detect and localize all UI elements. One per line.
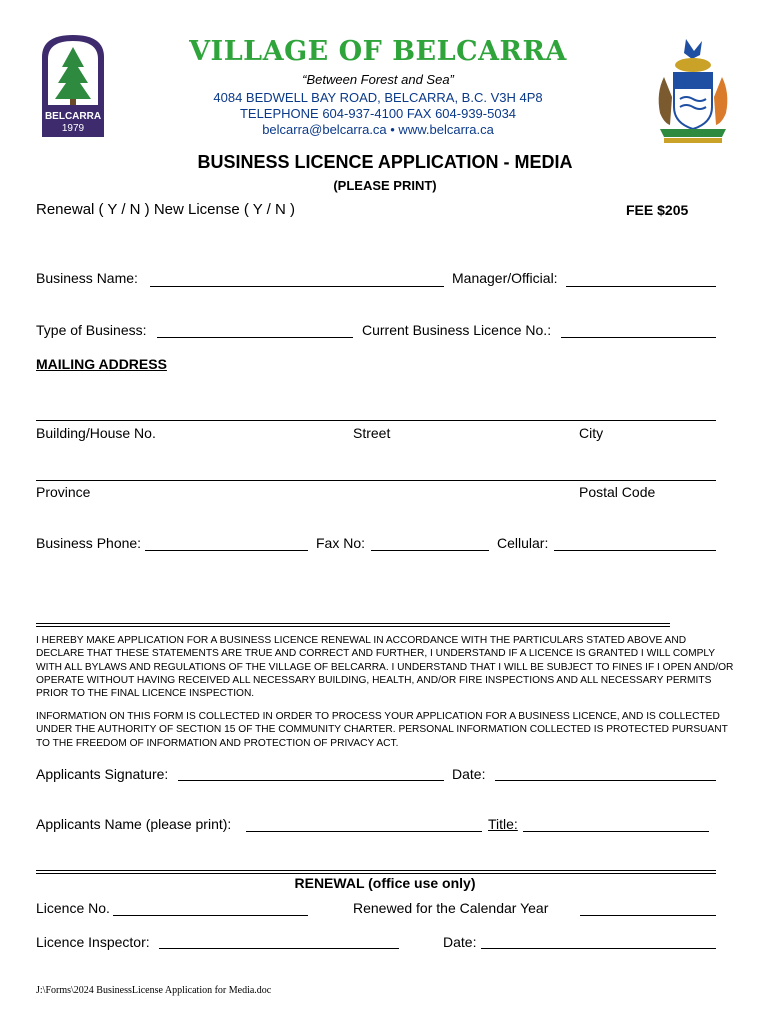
- type-of-business-label: Type of Business:: [36, 322, 147, 338]
- coat-of-arms-icon: [650, 37, 736, 145]
- cellular-field[interactable]: [554, 550, 716, 551]
- licence-inspector-label: Licence Inspector:: [36, 934, 150, 950]
- title-label: Title:: [488, 816, 518, 832]
- type-of-business-field[interactable]: [157, 337, 353, 338]
- applicant-name-label: Applicants Name (please print):: [36, 816, 232, 832]
- fax-field[interactable]: [371, 550, 489, 551]
- belcarra-logo: [38, 33, 108, 139]
- office-divider-2: [36, 873, 716, 874]
- signature-date-field[interactable]: [495, 780, 716, 781]
- business-name-field[interactable]: [150, 286, 444, 287]
- mailing-address-heading: MAILING ADDRESS: [36, 356, 167, 372]
- province-label: Province: [36, 484, 91, 500]
- cellular-label: Cellular:: [497, 535, 549, 551]
- address-line-1-field[interactable]: [36, 420, 716, 421]
- postal-code-label: Postal Code: [579, 484, 656, 500]
- building-label: Building/House No.: [36, 425, 156, 441]
- fax-label: Fax No:: [316, 535, 366, 551]
- renewed-year-label: Renewed for the Calendar Year: [353, 900, 549, 916]
- logo-text: BELCARRA: [44, 111, 102, 122]
- print-note: (PLEASE PRINT): [333, 178, 437, 193]
- address: 4084 BEDWELL BAY ROAD, BELCARRA, B.C. V3H 4P8: [213, 90, 543, 105]
- office-date-label: Date:: [443, 934, 477, 950]
- business-phone-label: Business Phone:: [36, 535, 142, 551]
- renewed-year-field[interactable]: [580, 915, 716, 916]
- email-web: belcarra@belcarra.ca • www.belcarra.ca: [262, 122, 494, 137]
- section-divider: [36, 623, 670, 624]
- licence-inspector-field[interactable]: [159, 948, 399, 949]
- city-label: City: [579, 425, 604, 441]
- address-line-2-field[interactable]: [36, 480, 716, 481]
- manager-label: Manager/Official:: [452, 270, 558, 286]
- licence-no-field[interactable]: [113, 915, 308, 916]
- motto: “Between Forest and Sea”: [302, 72, 454, 87]
- signature-date-label: Date:: [452, 766, 486, 782]
- applicant-signature-field[interactable]: [178, 780, 444, 781]
- renewal-new-license: Renewal ( Y / N ) New License ( Y / N ): [36, 201, 295, 218]
- logo-year: 1979: [61, 123, 85, 134]
- licence-no-label: Licence No.: [36, 900, 110, 916]
- phone-fax: TELEPHONE 604-937-4100 FAX 604-939-5034: [239, 106, 517, 121]
- manager-field[interactable]: [566, 286, 716, 287]
- office-use-heading: RENEWAL (office use only): [294, 875, 476, 891]
- org-name: VILLAGE OF BELCARRA: [189, 36, 567, 67]
- office-date-field[interactable]: [481, 948, 716, 949]
- file-path-footer: J:\Forms\2024 BusinessLicense Application for Media.doc: [36, 985, 272, 996]
- form-title: BUSINESS LICENCE APPLICATION - MEDIA: [197, 152, 573, 172]
- section-divider-2: [36, 626, 670, 627]
- applicant-name-field[interactable]: [246, 831, 482, 832]
- fee: FEE $205: [626, 202, 689, 218]
- applicant-signature-label: Applicants Signature:: [36, 766, 169, 782]
- street-label: Street: [353, 425, 391, 441]
- business-phone-field[interactable]: [145, 550, 308, 551]
- title-field[interactable]: [523, 831, 709, 832]
- business-name-label: Business Name:: [36, 270, 138, 286]
- privacy-paragraph: INFORMATION ON THIS FORM IS COLLECTED IN ORDER TO PROCESS YOUR APPLICATION FOR A BUSINESS LICENCE, AND IS COLLECTED UNDER THE AUTHORITY OF SECTION 15 OF THE COMMUNITY CHARTER. PERSONAL INFORMATION COLLECTED IS PROTECTED PURSUANT TO THE FREEDOM OF INFORMATION AND PROTECTION OF PRIVACY ACT.: [36, 711, 728, 749]
- office-divider: [36, 870, 716, 871]
- current-licence-field[interactable]: [561, 337, 716, 338]
- declaration-paragraph: I HEREBY MAKE APPLICATION FOR A BUSINESS LICENCE RENEWAL IN ACCORDANCE WITH THE PARTICULARS STATED ABOVE AND DECLARE THAT THESE STATEMENTS ARE TRUE AND CORRECT AND FURTHER, I UNDERSTAND IF A LICENCE IS GRANTED I WILL COMPLY WITH ALL BYLAWS AND REGULATIONS OF THE VILLAGE OF BELCARRA. I UNDERSTAND THAT I WILL BE SUBJECT TO FINES IF I OPEN AND/OR OPERATE WITHOUT HAVING RECEIVED ALL NECESSARY BUILDING, HEALTH, AND/OR FIRE INSPECTIONS AND ALL NECESSARY PERMITS PRIOR TO THE FINAL LICENCE INSPECTION.: [36, 635, 734, 700]
- current-licence-label: Current Business Licence No.:: [362, 322, 552, 338]
